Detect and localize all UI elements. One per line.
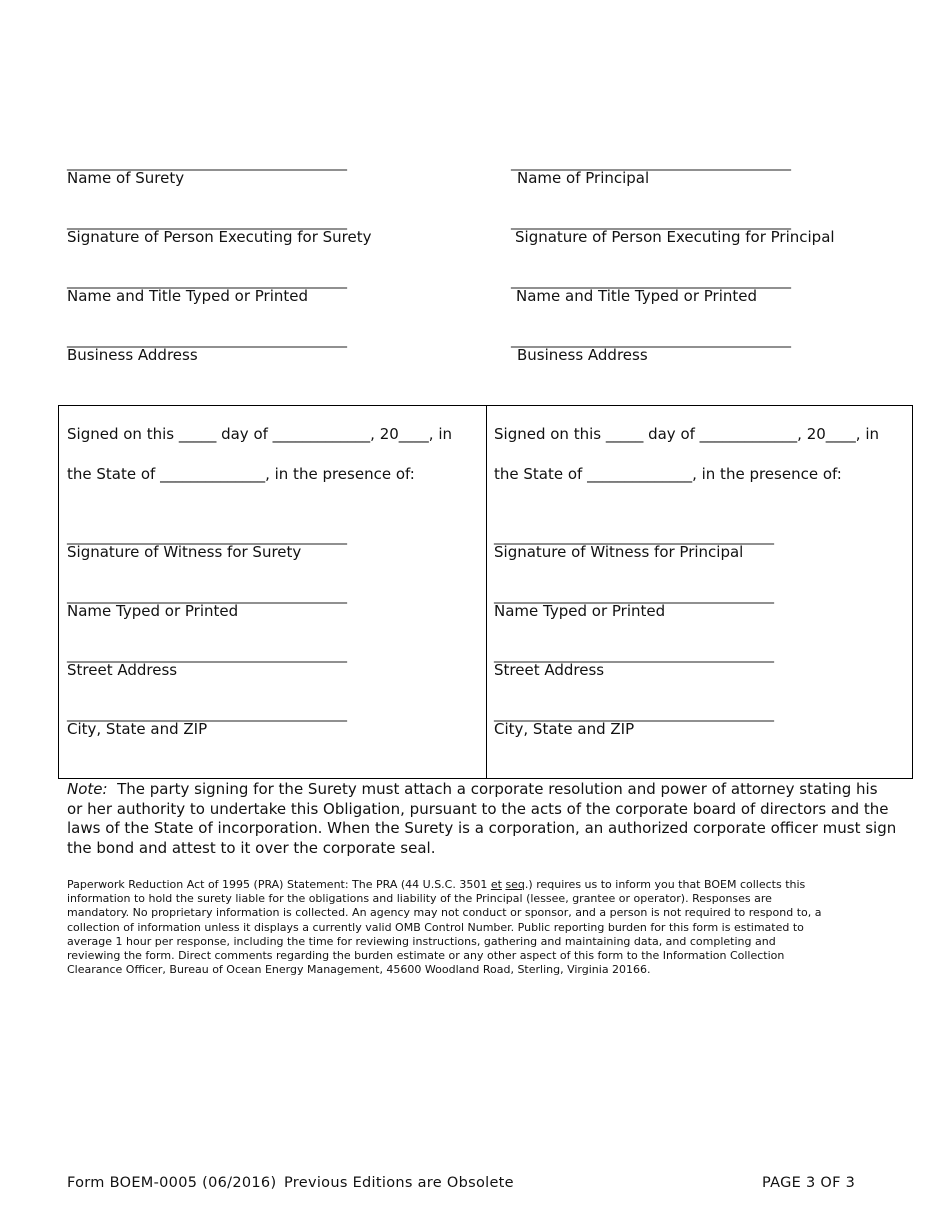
witness-principal-signature-label: Signature of Witness for Principal	[494, 543, 744, 561]
signature-principal-label: Signature of Person Executing for Principal	[515, 228, 835, 246]
name-title-surety-label: Name and Title Typed or Printed	[67, 287, 309, 305]
witness-box-divider	[486, 405, 487, 779]
signature-line[interactable]: ________________________________________	[67, 706, 347, 722]
note-paragraph	[67, 780, 897, 858]
state-of-fill-surety[interactable]: the State of ______________, in the presence of:	[67, 465, 415, 483]
signature-surety-label: Signature of Person Executing for Surety	[67, 228, 372, 246]
signature-line[interactable]: ________________________________________	[67, 155, 347, 171]
signature-line[interactable]: ________________________________________	[511, 332, 791, 348]
signature-line[interactable]: ________________________________________	[67, 273, 347, 289]
page-number: PAGE 3 OF 3	[762, 1175, 856, 1191]
name-of-principal-label: Name of Principal	[517, 169, 650, 187]
witness-principal-street-label: Street Address	[494, 661, 605, 679]
witness-surety-city-label: City, State and ZIP	[67, 720, 208, 738]
signature-line[interactable]: ________________________________________	[67, 588, 347, 604]
witness-surety-name-label: Name Typed or Printed	[67, 602, 239, 620]
pra-text-part2: .) requires us to inform you that BOEM collects this information to hold the surety liable for the obligations and liability of the Principal (lessee, grantee or operator). Responses are mandatory. No proprietary information is collected. An agency may not conduct or sponsor, and a person is not required to respond to, a collection of information unless it displays a currently valid OMB Control Number. Public reporting burden for this form is estimated to average 1 hour per response, including the time for reviewing instructions, gathering and maintaining data, and completing and reviewing the form. Direct comments regarding the burden estimate or any other aspect of this form to the Information Collection Clearance Officer, Bureau of Ocean Energy Management, 45600 Woodland Road, Sterling, Virginia 20166.	[67, 878, 822, 977]
signature-line[interactable]: ________________________________________	[511, 273, 791, 289]
business-address-surety-label: Business Address	[67, 346, 198, 364]
signature-line[interactable]: ________________________________________	[67, 529, 347, 545]
state-of-fill-principal[interactable]: the State of ______________, in the presence of:	[494, 465, 842, 483]
signature-line[interactable]: ________________________________________	[67, 214, 347, 230]
name-title-principal-label: Name and Title Typed or Printed	[516, 287, 758, 305]
pra-et: et	[490, 878, 502, 891]
signature-line[interactable]: ________________________________________	[494, 588, 774, 604]
witness-principal-city-label: City, State and ZIP	[494, 720, 635, 738]
signature-line[interactable]: ________________________________________	[511, 155, 791, 171]
witness-surety-signature-label: Signature of Witness for Surety	[67, 543, 302, 561]
pra-seq: seq	[505, 878, 525, 891]
note-text: The party signing for the Surety must attach a corporate resolution and power of attorney stating his or her authority to undertake this Obligation, pursuant to the acts of the corporate board of directors and the laws of the State of incorporation. When the Surety is a corporation, an authorized corporate officer must sign the bond and attest to it over the corporate seal.	[67, 780, 897, 857]
signature-line[interactable]: ________________________________________	[494, 706, 774, 722]
signed-on-fill-surety[interactable]: Signed on this _____ day of _____________, 20____, in	[67, 425, 453, 443]
witness-principal-name-label: Name Typed or Printed	[494, 602, 666, 620]
previous-editions-note: Previous Editions are Obsolete	[284, 1175, 514, 1191]
business-address-principal-label: Business Address	[517, 346, 648, 364]
pra-statement	[67, 878, 827, 977]
note-label: Note:	[67, 780, 108, 798]
signature-line[interactable]: ________________________________________	[67, 647, 347, 663]
signature-line[interactable]: ________________________________________	[67, 332, 347, 348]
form-number: Form BOEM-0005 (06/2016)	[67, 1175, 277, 1191]
signature-line[interactable]: ________________________________________	[494, 647, 774, 663]
witness-surety-street-label: Street Address	[67, 661, 178, 679]
signature-line[interactable]: ________________________________________	[511, 214, 791, 230]
signature-line[interactable]: ________________________________________	[494, 529, 774, 545]
signed-on-fill-principal[interactable]: Signed on this _____ day of _____________, 20____, in	[494, 425, 880, 443]
pra-text-part1: Paperwork Reduction Act of 1995 (PRA) Statement: The PRA (44 U.S.C. 3501	[67, 878, 491, 891]
name-of-surety-label: Name of Surety	[67, 169, 185, 187]
